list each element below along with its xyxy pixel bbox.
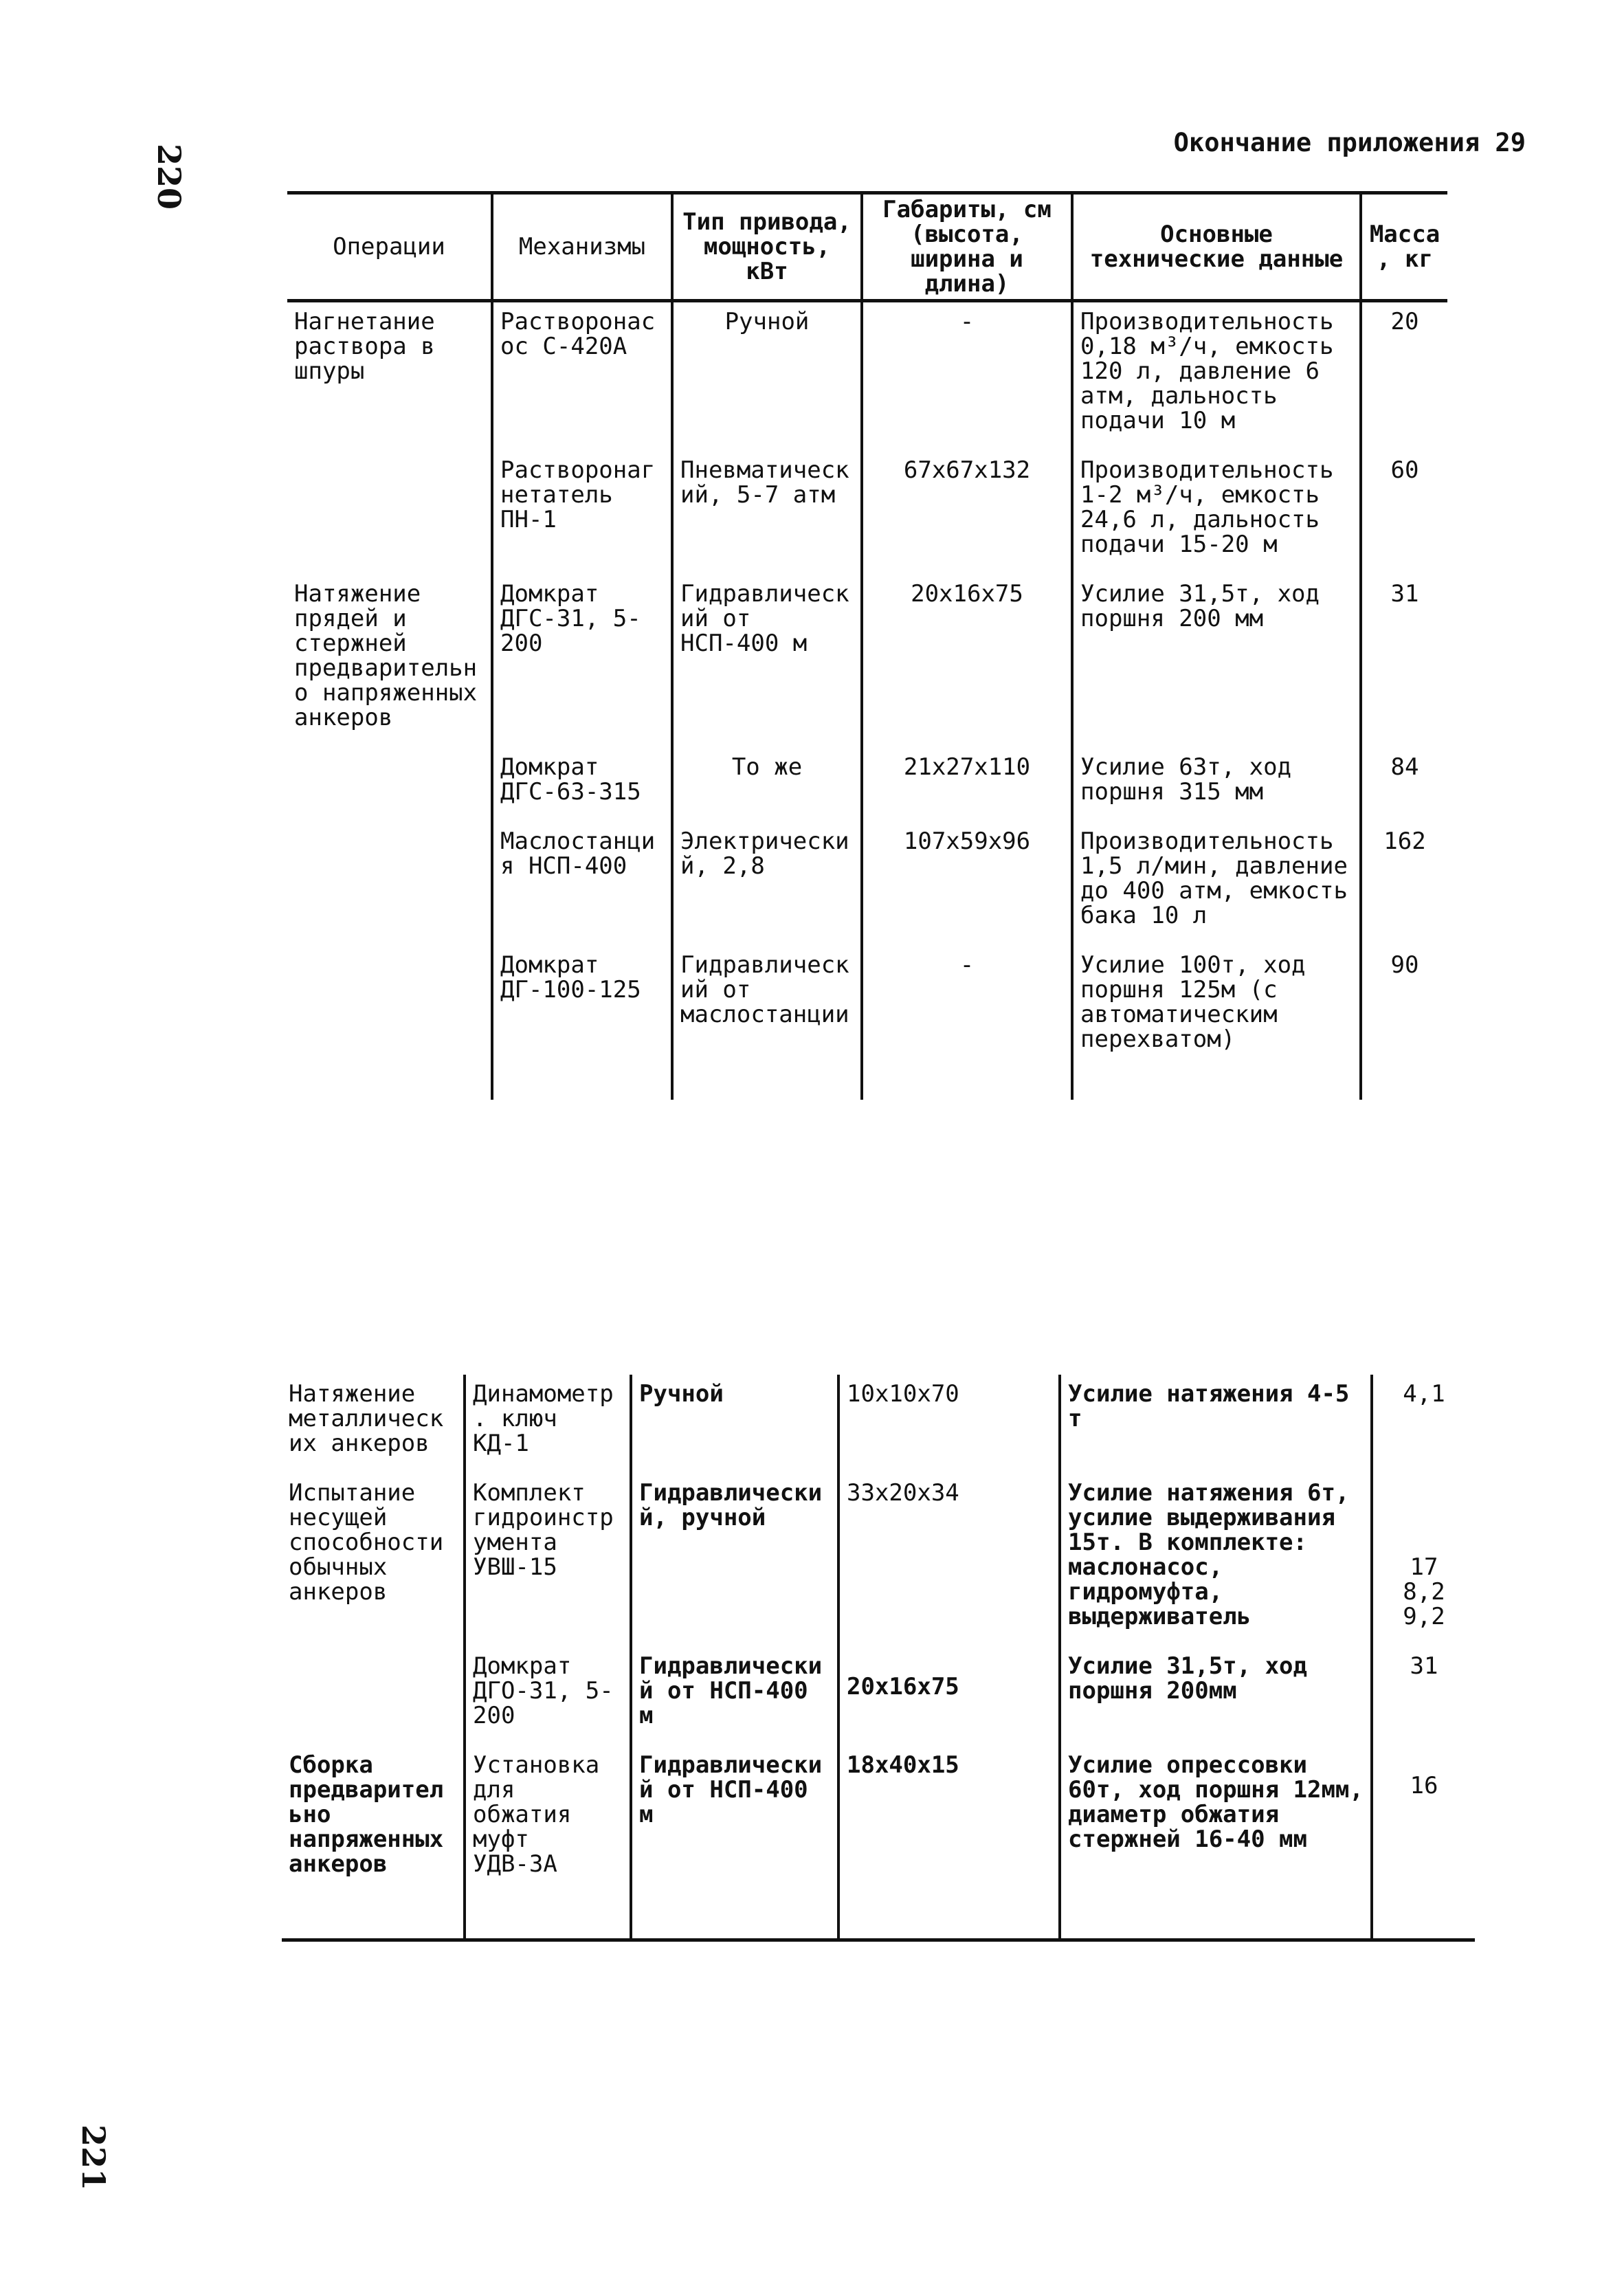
- cell-mechanism: Маслостанция НСП-400: [492, 822, 672, 946]
- cell-operation: [282, 1647, 465, 1746]
- appendix-header-note: Окончание приложения 29: [1173, 128, 1526, 157]
- cell-mechanism: Домкрат ДГС-31, 5-200: [492, 575, 672, 748]
- cell-dimensions: 20x16x75: [838, 1647, 1060, 1746]
- cell-mass: 17 8,2 9,2: [1372, 1474, 1475, 1647]
- cell-technical-data: Усилие натяжения 4-5 т: [1060, 1375, 1372, 1474]
- cell-dimensions: 21x27x110: [862, 748, 1072, 822]
- cell-mechanism: Домкрат ДГ-100-125: [492, 946, 672, 1100]
- cell-mass: 4,1: [1372, 1375, 1475, 1474]
- cell-operation: [287, 451, 492, 575]
- column-header-drive-type: Тип привода, мощность, кВт: [672, 193, 862, 301]
- cell-dimensions: 20x16x75: [862, 575, 1072, 748]
- cell-mechanism: Домкрат ДГО-31, 5-200: [465, 1647, 631, 1746]
- table-row: [287, 575, 1447, 748]
- cell-dimensions: 67x67x132: [862, 451, 1072, 575]
- table-row: [287, 946, 1447, 1100]
- table-row: [287, 451, 1447, 575]
- table-row: [287, 822, 1447, 946]
- cell-drive: Гидравлический от НСП-400 м: [672, 575, 862, 748]
- table-row: [282, 1474, 1475, 1647]
- table-header-row: [287, 193, 1447, 301]
- cell-mass: 162: [1361, 822, 1447, 946]
- cell-drive: Гидравлический от НСП-400 м: [631, 1647, 838, 1746]
- column-header-technical-data: Основные технические данные: [1072, 193, 1361, 301]
- cell-drive: То же: [672, 748, 862, 822]
- equipment-table-upper: [287, 191, 1447, 1100]
- cell-operation: Нагнетание раствора в шпуры: [294, 308, 435, 385]
- cell-technical-data: Усилие 100т, ход поршня 125м (с автоматическим перехватом): [1072, 946, 1361, 1100]
- cell-technical-data: Усилие опрессовки 60т, ход поршня 12мм, диаметр обжатия стержней 16-40 мм: [1060, 1746, 1372, 1940]
- cell-drive: Гидравлический от НСП-400 м: [631, 1746, 838, 1940]
- cell-dimensions: 18x40x15: [838, 1746, 1060, 1940]
- table-row: [287, 301, 1447, 452]
- table-row: [282, 1746, 1475, 1940]
- page-number-top: 220: [151, 143, 188, 210]
- cell-mechanism: Комплект гидроинструмента УВШ-15: [465, 1474, 631, 1647]
- cell-technical-data: Производительность 1-2 м³/ч, емкость 24,6 л, дальность подачи 15-20 м: [1072, 451, 1361, 575]
- cell-technical-data: Производительность 1,5 л/мин, давление до 400 атм, емкость бака 10 л: [1072, 822, 1361, 946]
- cell-operation: [287, 822, 492, 946]
- column-header-mechanisms: Механизмы: [492, 193, 672, 301]
- cell-operation: [287, 946, 492, 1100]
- equipment-table-lower: [282, 1375, 1475, 1942]
- cell-dimensions: 10x10x70: [838, 1375, 1060, 1474]
- cell-drive: Гидравлический, ручной: [631, 1474, 838, 1647]
- cell-technical-data: Усилие 31,5т, ход поршня 200 мм: [1072, 575, 1361, 748]
- cell-drive: Гидравлический от маслостанции: [672, 946, 862, 1100]
- cell-mechanism: Домкрат ДГС-63-315: [492, 748, 672, 822]
- cell-mass: 20: [1361, 301, 1447, 452]
- table-row: [282, 1375, 1475, 1474]
- cell-mass: 84: [1361, 748, 1447, 822]
- table-row: [287, 748, 1447, 822]
- column-header-operations: Операции: [333, 233, 445, 260]
- cell-operation: [287, 748, 492, 822]
- cell-operation: Натяжение металлических анкеров: [289, 1380, 444, 1457]
- cell-dimensions: 33x20x34: [838, 1474, 1060, 1647]
- cell-dimensions: -: [862, 301, 1072, 452]
- cell-technical-data: Усилие 63т, ход поршня 315 мм: [1072, 748, 1361, 822]
- cell-drive: Ручной: [672, 301, 862, 452]
- cell-mass: 16: [1372, 1746, 1475, 1940]
- column-header-mass: Масса, кг: [1361, 193, 1447, 301]
- cell-mechanism: Растворонагнетатель ПН-1: [492, 451, 672, 575]
- cell-mass: 31: [1372, 1647, 1475, 1746]
- column-header-dimensions: Габариты, см (высота, ширина и длина): [862, 193, 1072, 301]
- cell-dimensions: -: [862, 946, 1072, 1100]
- cell-mass: 60: [1361, 451, 1447, 575]
- cell-operation: Сборка предварительно напряженных анкеров: [289, 1751, 444, 1878]
- page-number-bottom: 221: [75, 2124, 113, 2191]
- cell-dimensions: 107x59x96: [862, 822, 1072, 946]
- cell-drive: Ручной: [631, 1375, 838, 1474]
- cell-mass: 90: [1361, 946, 1447, 1100]
- cell-drive: Электрический, 2,8: [672, 822, 862, 946]
- cell-mechanism: Установка для обжатия муфт УДВ-3А: [465, 1746, 631, 1940]
- cell-operation: Натяжение прядей и стержней предварительно напряженных анкеров: [294, 580, 478, 731]
- cell-mechanism: Растворонасос С-420А: [492, 301, 672, 452]
- cell-operation: Испытание несущей способности обычных анкеров: [289, 1479, 444, 1606]
- cell-technical-data: Усилие натяжения 6т, усилие выдерживания 15т. В комплекте: маслонасос, гидромуфта, выдерживатель: [1060, 1474, 1372, 1647]
- cell-technical-data: Усилие 31,5т, ход поршня 200мм: [1060, 1647, 1372, 1746]
- cell-mechanism: Динамометр. ключ КД-1: [465, 1375, 631, 1474]
- table-row: [282, 1647, 1475, 1746]
- cell-technical-data: Производительность 0,18 м³/ч, емкость 120 л, давление 6 атм, дальность подачи 10 м: [1072, 301, 1361, 452]
- cell-mass: 31: [1361, 575, 1447, 748]
- cell-drive: Пневматический, 5-7 атм: [672, 451, 862, 575]
